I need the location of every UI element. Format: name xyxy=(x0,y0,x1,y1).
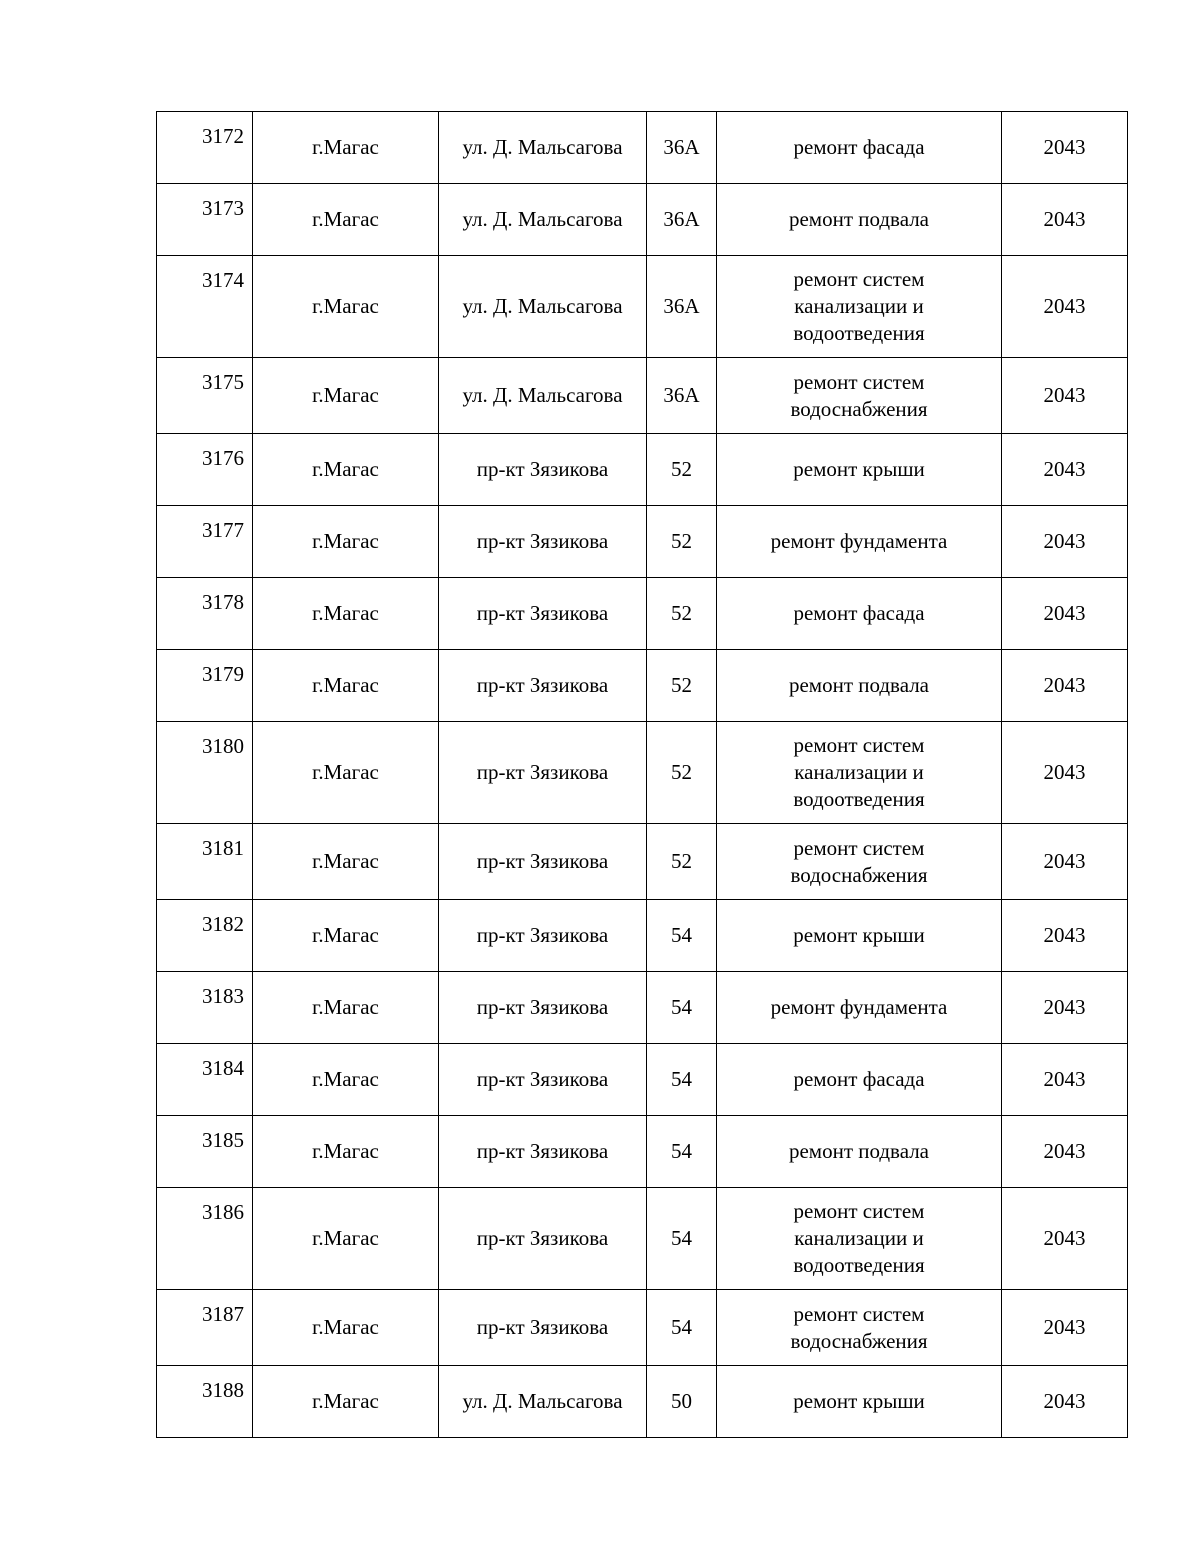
work-type-cell: ремонт подвала xyxy=(717,184,1002,256)
year-cell: 2043 xyxy=(1002,722,1128,824)
street-cell: пр-кт Зязикова xyxy=(439,900,647,972)
house-number-cell: 52 xyxy=(647,434,717,506)
table-row xyxy=(157,972,1128,1044)
work-type-cell: ремонт крыши xyxy=(717,900,1002,972)
work-type-cell: ремонт систем канализации и водоотведения xyxy=(717,722,1002,824)
work-type-cell: ремонт фасада xyxy=(717,578,1002,650)
street-cell: ул. Д. Мальсагова xyxy=(439,256,647,358)
street-cell: пр-кт Зязикова xyxy=(439,722,647,824)
city-cell: г.Магас xyxy=(253,506,439,578)
city-cell: г.Магас xyxy=(253,256,439,358)
street-cell: пр-кт Зязикова xyxy=(439,650,647,722)
city-cell: г.Магас xyxy=(253,650,439,722)
row-number-cell: 3178 xyxy=(157,578,253,650)
row-number-cell: 3177 xyxy=(157,506,253,578)
year-cell: 2043 xyxy=(1002,434,1128,506)
table-row xyxy=(157,1366,1128,1438)
work-type-cell: ремонт фундамента xyxy=(717,506,1002,578)
year-cell: 2043 xyxy=(1002,184,1128,256)
city-cell: г.Магас xyxy=(253,900,439,972)
street-cell: пр-кт Зязикова xyxy=(439,1116,647,1188)
row-number-cell: 3184 xyxy=(157,1044,253,1116)
house-number-cell: 36А xyxy=(647,256,717,358)
city-cell: г.Магас xyxy=(253,972,439,1044)
table-row xyxy=(157,1290,1128,1366)
year-cell: 2043 xyxy=(1002,358,1128,434)
street-cell: пр-кт Зязикова xyxy=(439,824,647,900)
street-cell: ул. Д. Мальсагова xyxy=(439,358,647,434)
year-cell: 2043 xyxy=(1002,1188,1128,1290)
table-row xyxy=(157,256,1128,358)
city-cell: г.Магас xyxy=(253,1044,439,1116)
house-number-cell: 50 xyxy=(647,1366,717,1438)
row-number-cell: 3175 xyxy=(157,358,253,434)
work-type-cell: ремонт фасада xyxy=(717,112,1002,184)
house-number-cell: 36А xyxy=(647,112,717,184)
work-type-cell: ремонт систем канализации и водоотведения xyxy=(717,1188,1002,1290)
work-type-cell: ремонт систем канализации и водоотведения xyxy=(717,256,1002,358)
city-cell: г.Магас xyxy=(253,578,439,650)
street-cell: пр-кт Зязикова xyxy=(439,1290,647,1366)
year-cell: 2043 xyxy=(1002,1366,1128,1438)
year-cell: 2043 xyxy=(1002,824,1128,900)
row-number-cell: 3187 xyxy=(157,1290,253,1366)
city-cell: г.Магас xyxy=(253,824,439,900)
table-row xyxy=(157,434,1128,506)
street-cell: ул. Д. Мальсагова xyxy=(439,184,647,256)
house-number-cell: 36А xyxy=(647,184,717,256)
house-number-cell: 54 xyxy=(647,1188,717,1290)
table-body xyxy=(157,112,1128,1438)
city-cell: г.Магас xyxy=(253,1366,439,1438)
row-number-cell: 3174 xyxy=(157,256,253,358)
city-cell: г.Магас xyxy=(253,434,439,506)
work-type-cell: ремонт систем водоснабжения xyxy=(717,358,1002,434)
row-number-cell: 3182 xyxy=(157,900,253,972)
work-type-cell: ремонт систем водоснабжения xyxy=(717,1290,1002,1366)
table-row xyxy=(157,112,1128,184)
work-type-cell: ремонт крыши xyxy=(717,434,1002,506)
city-cell: г.Магас xyxy=(253,358,439,434)
street-cell: пр-кт Зязикова xyxy=(439,578,647,650)
work-type-cell: ремонт крыши xyxy=(717,1366,1002,1438)
city-cell: г.Магас xyxy=(253,112,439,184)
table-row xyxy=(157,184,1128,256)
city-cell: г.Магас xyxy=(253,1116,439,1188)
year-cell: 2043 xyxy=(1002,506,1128,578)
house-number-cell: 54 xyxy=(647,1044,717,1116)
street-cell: пр-кт Зязикова xyxy=(439,1044,647,1116)
row-number-cell: 3186 xyxy=(157,1188,253,1290)
house-number-cell: 52 xyxy=(647,824,717,900)
house-number-cell: 52 xyxy=(647,722,717,824)
table-row xyxy=(157,578,1128,650)
street-cell: ул. Д. Мальсагова xyxy=(439,112,647,184)
house-number-cell: 52 xyxy=(647,506,717,578)
work-type-cell: ремонт фундамента xyxy=(717,972,1002,1044)
table-row xyxy=(157,1044,1128,1116)
work-type-cell: ремонт фасада xyxy=(717,1044,1002,1116)
house-number-cell: 54 xyxy=(647,972,717,1044)
work-type-cell: ремонт подвала xyxy=(717,650,1002,722)
house-number-cell: 36А xyxy=(647,358,717,434)
row-number-cell: 3179 xyxy=(157,650,253,722)
year-cell: 2043 xyxy=(1002,972,1128,1044)
city-cell: г.Магас xyxy=(253,722,439,824)
city-cell: г.Магас xyxy=(253,184,439,256)
house-number-cell: 54 xyxy=(647,1116,717,1188)
table-row xyxy=(157,722,1128,824)
city-cell: г.Магас xyxy=(253,1290,439,1366)
table-row xyxy=(157,1116,1128,1188)
row-number-cell: 3183 xyxy=(157,972,253,1044)
year-cell: 2043 xyxy=(1002,1044,1128,1116)
row-number-cell: 3180 xyxy=(157,722,253,824)
row-number-cell: 3185 xyxy=(157,1116,253,1188)
house-number-cell: 52 xyxy=(647,650,717,722)
year-cell: 2043 xyxy=(1002,650,1128,722)
house-number-cell: 54 xyxy=(647,900,717,972)
table-row xyxy=(157,824,1128,900)
row-number-cell: 3188 xyxy=(157,1366,253,1438)
row-number-cell: 3176 xyxy=(157,434,253,506)
row-number-cell: 3172 xyxy=(157,112,253,184)
street-cell: пр-кт Зязикова xyxy=(439,434,647,506)
house-number-cell: 54 xyxy=(647,1290,717,1366)
street-cell: пр-кт Зязикова xyxy=(439,972,647,1044)
work-type-cell: ремонт подвала xyxy=(717,1116,1002,1188)
table-row xyxy=(157,358,1128,434)
repair-schedule-table xyxy=(156,111,1128,1438)
house-number-cell: 52 xyxy=(647,578,717,650)
table-row xyxy=(157,1188,1128,1290)
year-cell: 2043 xyxy=(1002,1116,1128,1188)
street-cell: пр-кт Зязикова xyxy=(439,506,647,578)
year-cell: 2043 xyxy=(1002,1290,1128,1366)
table-row xyxy=(157,506,1128,578)
year-cell: 2043 xyxy=(1002,112,1128,184)
row-number-cell: 3181 xyxy=(157,824,253,900)
table-row xyxy=(157,900,1128,972)
row-number-cell: 3173 xyxy=(157,184,253,256)
year-cell: 2043 xyxy=(1002,256,1128,358)
table-row xyxy=(157,650,1128,722)
year-cell: 2043 xyxy=(1002,900,1128,972)
street-cell: ул. Д. Мальсагова xyxy=(439,1366,647,1438)
city-cell: г.Магас xyxy=(253,1188,439,1290)
year-cell: 2043 xyxy=(1002,578,1128,650)
work-type-cell: ремонт систем водоснабжения xyxy=(717,824,1002,900)
street-cell: пр-кт Зязикова xyxy=(439,1188,647,1290)
